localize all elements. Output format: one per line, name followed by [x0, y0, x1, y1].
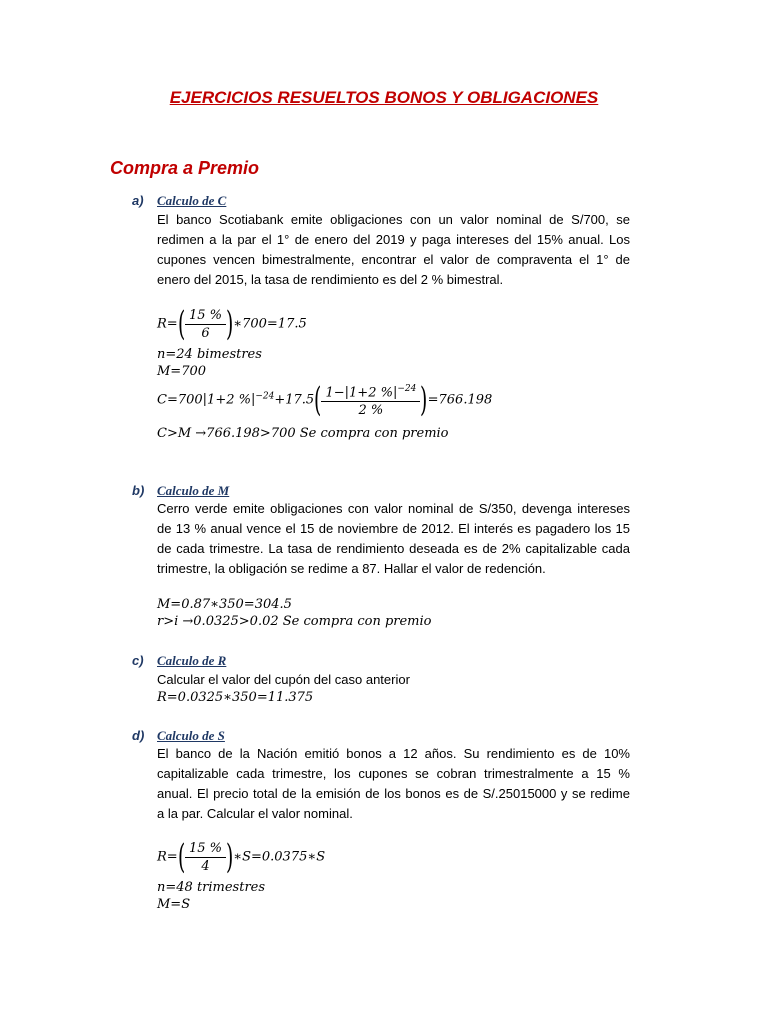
- item-c-heading: Calculo de R: [157, 653, 227, 668]
- eq-c-exponent: −24: [255, 391, 275, 402]
- item-d-letter: d): [132, 728, 145, 743]
- item-c-paragraph: [157, 670, 630, 690]
- item-a-eq-c: [157, 381, 492, 419]
- eq-c-num-exponent: −24: [397, 384, 417, 394]
- item-d-eq-n: n=48 trimestres: [157, 880, 266, 895]
- eq-c-rhs: =766.198: [427, 392, 493, 408]
- eq-r-fraction: [185, 840, 226, 875]
- item-b-letter: b): [132, 483, 145, 498]
- left-paren: (: [177, 837, 185, 877]
- item-d-eq-m: M=S: [157, 897, 191, 912]
- item-a-eq-n: n=24 bimestres: [157, 347, 262, 362]
- eq-r-denominator: 6: [201, 325, 210, 341]
- eq-r-rhs: ∗S=0.0375∗S: [233, 849, 326, 865]
- item-c-line-1: Calcular el valor del cupón del caso anterior: [157, 672, 410, 687]
- eq-c-lhs: C=700: [157, 392, 203, 408]
- item-a-heading: Calculo de C: [157, 193, 227, 208]
- section-title: Compra a Premio: [110, 158, 260, 178]
- item-a-letter: a): [132, 193, 144, 208]
- eq-r-fraction: [185, 307, 226, 342]
- right-paren: ): [225, 837, 234, 877]
- item-a-line-2: redimen a la par el 1° de enero del 2019 y paga intereses del 15% anual. Los: [157, 232, 630, 247]
- eq-r-numerator: 15 %: [185, 840, 226, 858]
- abs-bar: |: [250, 392, 256, 408]
- eq-c-num-a: 1−: [325, 385, 345, 401]
- eq-c-mid: +17.5: [274, 392, 315, 408]
- item-d-line-3: anual. El precio total de la emisión de los bonos es de S/.25015000 y se redime: [157, 786, 630, 801]
- document-title: EJERCICIOS RESUELTOS BONOS Y OBLIGACIONES: [169, 88, 599, 107]
- left-paren: (: [177, 304, 185, 344]
- item-a-line-1: El banco Scotiabank emite obligaciones con un valor nominal de S/700, se: [157, 212, 630, 227]
- item-b-line-3: de cada trimestre. La tasa de rendimiento deseada es de 2% capitalizable cada: [157, 541, 630, 556]
- item-d-eq-r: [157, 839, 325, 875]
- abs-bar: |: [344, 385, 350, 401]
- item-d-line-4: a la par. Calcular el valor nominal.: [157, 806, 353, 821]
- item-a-eq-m: M=700: [157, 364, 207, 379]
- right-paren: ): [225, 304, 234, 344]
- item-b-conclusion: r>i →0.0325>0.02 Se compra con premio: [157, 614, 432, 629]
- item-d-paragraph: [157, 744, 630, 824]
- item-d-line-1: El banco de la Nación emitió bonos a 12 años. Su rendimiento es de 10%: [157, 746, 630, 761]
- abs-bar: |: [392, 385, 398, 401]
- item-d-line-2: capitalizable cada trimestre, los cupones se cobran trimestralmente a 15 %: [157, 766, 630, 781]
- item-b-line-1: Cerro verde emite obligaciones con valor nominal de S/350, devenga intereses: [157, 501, 630, 516]
- item-a-eq-r: [157, 306, 307, 342]
- eq-r-rhs: ∗700=17.5: [233, 316, 307, 332]
- item-c-eq-r: R=0.0325∗350=11.375: [157, 690, 314, 705]
- item-a-paragraph: [157, 210, 630, 290]
- abs-bar: |: [202, 392, 208, 408]
- eq-r-lhs: R=: [157, 316, 178, 332]
- eq-c-num-base: 1+2 %: [349, 385, 393, 401]
- eq-c-fraction: [321, 381, 420, 419]
- item-a-line-3: cupones vencen bimestralmente, encontrar el valor de compraventa el 1° de: [157, 252, 630, 267]
- item-c-letter: c): [132, 653, 144, 668]
- eq-r-denominator: 4: [201, 858, 210, 874]
- item-b-eq-m: M=0.87∗350=304.5: [157, 597, 292, 612]
- item-b-heading: Calculo de M: [157, 483, 230, 498]
- right-paren: ): [420, 380, 428, 421]
- eq-c-numerator: [321, 381, 420, 402]
- item-a-line-4: enero del 2015, la tasa de rendimiento es del 2 % bimestral.: [157, 272, 504, 287]
- eq-c-base: 1+2 %: [207, 392, 251, 408]
- left-paren: (: [314, 380, 322, 421]
- eq-r-numerator: 15 %: [185, 307, 226, 325]
- item-d-heading: Calculo de S: [157, 728, 225, 743]
- item-b-paragraph: [157, 499, 630, 579]
- item-b-line-4: trimestre, la obligación se redime a 87. Hallar el valor de redención.: [157, 561, 546, 576]
- item-b-line-2: de 13 % anual vence el 15 de noviembre de 2012. El interés es pagadero los 15: [157, 521, 630, 536]
- eq-r-lhs: R=: [157, 849, 178, 865]
- eq-c-denominator: 2 %: [358, 403, 384, 419]
- item-a-conclusion: C>M →766.198>700 Se compra con premio: [157, 426, 449, 441]
